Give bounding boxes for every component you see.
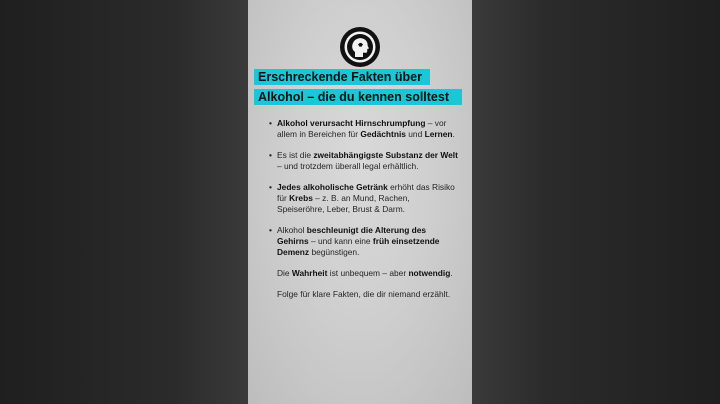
emphasis-text: früh einsetzende Demenz [277,236,440,257]
emphasis-text: Lernen [424,129,453,139]
body-text: Folge für klare Fakten, die dir niemand erzählt. [277,289,451,299]
fact-bullet [268,182,458,215]
emphasis-text: beschleunigt die Alterung des Gehirns [277,225,427,246]
emphasis-text: Alkohol verursacht Hirnschrumpfung [277,118,426,128]
body-text: erhöht das Risiko für [277,182,455,203]
body-text: begünstigen. [309,247,360,257]
bullet-dot-icon: • [269,118,272,128]
emphasis-text: Gedächtnis [360,129,406,139]
fact-bullet [268,150,458,172]
body-text: – vor allem in Bereichen für [277,118,447,139]
emphasis-text: Krebs [289,193,313,203]
fact-list [268,118,458,310]
emphasis-text: Wahrheit [291,268,328,278]
left-letterbox [0,0,248,404]
body-text: Die [277,268,292,278]
body-text: . [450,268,453,278]
fact-bullet [268,225,458,258]
video-frame [248,0,472,404]
title-line-1: Erschreckende Fakten über [254,69,430,85]
body-text: . [452,129,455,139]
right-letterbox [472,0,720,404]
fact-bullet [268,118,458,140]
title-line-2: Alkohol – die du kennen solltest [254,89,462,105]
closing-paragraph [268,289,458,300]
bullet-dot-icon: • [269,182,272,192]
bullet-dot-icon: • [269,150,272,160]
body-text: ist unbequem – aber [327,268,409,278]
body-text: Alkohol [277,225,307,235]
emphasis-text: notwendig [408,268,451,278]
closing-paragraph [268,268,458,279]
emphasis-text: zweitabhängigste Substanz der Welt [313,150,458,160]
body-text: – und kann eine [308,236,373,246]
body-text: – z. B. an Mund, Rachen, Speiseröhre, Leber, Brust & Darm. [277,193,410,214]
body-text: Es ist die [277,150,314,160]
emphasis-text: Jedes alkoholische Getränk [277,182,388,192]
head-silhouette-icon [340,27,380,67]
bullet-dot-icon: • [269,225,272,235]
body-text: – und trotzdem überall legal erhältlich. [277,161,419,171]
body-text: und [405,129,425,139]
